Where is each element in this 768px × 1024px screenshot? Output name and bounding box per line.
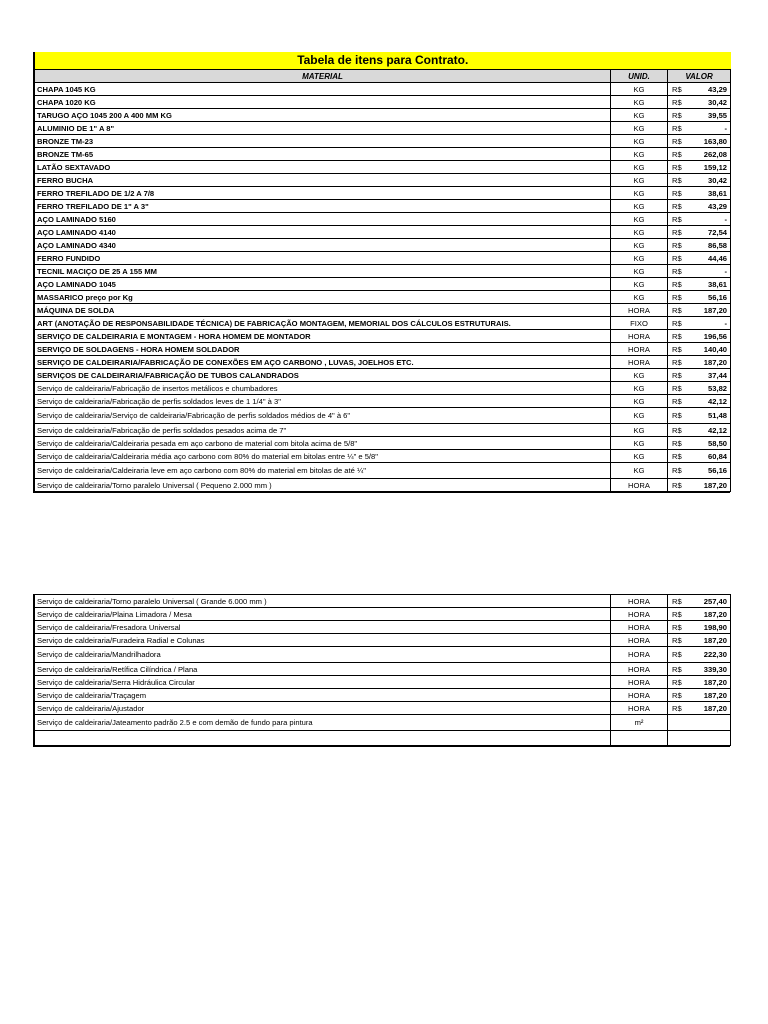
- currency-cell: R$: [668, 252, 686, 265]
- material-cell: Serviço de caldeiraria/Torno paralelo Universal ( Grande 6.000 mm ): [35, 595, 611, 608]
- currency-cell: R$: [668, 479, 686, 492]
- unit-cell: HORA: [611, 621, 668, 634]
- currency-cell: R$: [668, 174, 686, 187]
- currency-cell: R$: [668, 356, 686, 369]
- value-cell: 339,30: [686, 663, 731, 676]
- value-cell: 42,12: [686, 424, 731, 437]
- table-row: [35, 424, 731, 437]
- table-row: [35, 437, 731, 450]
- currency-cell: [668, 715, 686, 731]
- value-cell: 187,20: [686, 356, 731, 369]
- value-cell: -: [686, 317, 731, 330]
- material-cell: Serviço de caldeiraria/Fabricação de insertos metálicos e chumbadores: [35, 382, 611, 395]
- value-cell: 56,16: [686, 463, 731, 479]
- material-cell: SERVIÇOS DE CALDEIRARIA/FABRICAÇÃO DE TUBOS CALANDRADOS: [35, 369, 611, 382]
- value-cell: 30,42: [686, 174, 731, 187]
- unit-cell: KG: [611, 83, 668, 96]
- unit-cell: KG: [611, 213, 668, 226]
- currency-cell: R$: [668, 647, 686, 663]
- table-row: [35, 174, 731, 187]
- table-row: [35, 689, 731, 702]
- table-row: [35, 291, 731, 304]
- table-row: [35, 148, 731, 161]
- table-row: [35, 676, 731, 689]
- value-cell: 262,08: [686, 148, 731, 161]
- table-row: [35, 187, 731, 200]
- value-cell: 72,54: [686, 226, 731, 239]
- value-cell: 187,20: [686, 304, 731, 317]
- table-row: [35, 213, 731, 226]
- currency-cell: R$: [668, 450, 686, 463]
- header-value: VALOR: [668, 70, 731, 83]
- currency-cell: R$: [668, 369, 686, 382]
- unit-cell: KG: [611, 408, 668, 424]
- table-row: [35, 252, 731, 265]
- currency-cell: R$: [668, 595, 686, 608]
- currency-cell: R$: [668, 702, 686, 715]
- value-cell: -: [686, 122, 731, 135]
- material-cell: Serviço de caldeiraria/Jateamento padrão 2.5 e com demão de fundo para pintura: [35, 715, 611, 731]
- value-cell: 43,29: [686, 200, 731, 213]
- currency-cell: R$: [668, 317, 686, 330]
- material-cell: CHAPA 1045 KG: [35, 83, 611, 96]
- unit-cell: HORA: [611, 676, 668, 689]
- table-row: [35, 135, 731, 148]
- currency-cell: R$: [668, 148, 686, 161]
- currency-cell: R$: [668, 663, 686, 676]
- currency-cell: R$: [668, 83, 686, 96]
- value-cell: 187,20: [686, 634, 731, 647]
- value-cell: 187,20: [686, 479, 731, 492]
- unit-cell: KG: [611, 395, 668, 408]
- unit-cell: FIXO: [611, 317, 668, 330]
- table-row: [35, 702, 731, 715]
- material-cell: TARUGO AÇO 1045 200 A 400 MM KG: [35, 109, 611, 122]
- value-cell: 159,12: [686, 161, 731, 174]
- header-unit: UNID.: [611, 70, 668, 83]
- value-cell: 187,20: [686, 676, 731, 689]
- material-cell: Serviço de caldeiraria/Caldeiraria pesada em aço carbono de material com bitola acima de 5/8": [35, 437, 611, 450]
- table-row: [35, 595, 731, 608]
- unit-cell: m²: [611, 715, 668, 731]
- currency-cell: R$: [668, 634, 686, 647]
- currency-cell: R$: [668, 408, 686, 424]
- material-cell: SERVIÇO DE CALDEIRARIA E MONTAGEM - HORA HOMEM DE MONTADOR: [35, 330, 611, 343]
- table-row: [35, 479, 731, 492]
- currency-cell: R$: [668, 135, 686, 148]
- value-cell: 43,29: [686, 83, 731, 96]
- material-cell: BRONZE TM-23: [35, 135, 611, 148]
- material-cell: AÇO LAMINADO 4140: [35, 226, 611, 239]
- header-material: MATERIAL: [35, 70, 611, 83]
- table-row: [35, 608, 731, 621]
- table-row: [35, 450, 731, 463]
- empty-cell: [668, 731, 686, 746]
- unit-cell: KG: [611, 463, 668, 479]
- unit-cell: KG: [611, 109, 668, 122]
- material-cell: Serviço de caldeiraria/Retífica Cilíndrica / Plana: [35, 663, 611, 676]
- currency-cell: R$: [668, 278, 686, 291]
- unit-cell: KG: [611, 252, 668, 265]
- currency-cell: R$: [668, 226, 686, 239]
- table-row: [35, 83, 731, 96]
- table-row: [35, 382, 731, 395]
- material-cell: MÁQUINA DE SOLDA: [35, 304, 611, 317]
- currency-cell: R$: [668, 109, 686, 122]
- material-cell: Serviço de caldeiraria/Serviço de caldeiraria/Fabricação de perfis soldados médios de 4" à 6": [35, 408, 611, 424]
- material-cell: BRONZE TM-65: [35, 148, 611, 161]
- items-table-continued: [34, 594, 731, 746]
- currency-cell: R$: [668, 122, 686, 135]
- material-cell: Serviço de caldeiraria/Plaina Limadora / Mesa: [35, 608, 611, 621]
- material-cell: CHAPA 1020 KG: [35, 96, 611, 109]
- unit-cell: HORA: [611, 304, 668, 317]
- table-row: [35, 395, 731, 408]
- material-cell: Serviço de caldeiraria/Furadeira Radial e Colunas: [35, 634, 611, 647]
- unit-cell: HORA: [611, 479, 668, 492]
- table-row: [35, 278, 731, 291]
- table-row: [35, 200, 731, 213]
- currency-cell: R$: [668, 239, 686, 252]
- currency-cell: R$: [668, 395, 686, 408]
- table-row: [35, 96, 731, 109]
- table-row: [35, 663, 731, 676]
- unit-cell: HORA: [611, 634, 668, 647]
- value-cell: 38,61: [686, 278, 731, 291]
- table-row: [35, 621, 731, 634]
- material-cell: ALUMINIO DE 1" A 8": [35, 122, 611, 135]
- unit-cell: HORA: [611, 702, 668, 715]
- table-row: [35, 463, 731, 479]
- currency-cell: R$: [668, 424, 686, 437]
- value-cell: 58,50: [686, 437, 731, 450]
- material-cell: Serviço de caldeiraria/Torno paralelo Universal ( Pequeno 2.000 mm ): [35, 479, 611, 492]
- empty-row: [35, 731, 731, 746]
- material-cell: FERRO TREFILADO DE 1" A 3": [35, 200, 611, 213]
- unit-cell: KG: [611, 265, 668, 278]
- table-row: [35, 226, 731, 239]
- value-cell: 198,90: [686, 621, 731, 634]
- material-cell: MASSARICO preço por Kg: [35, 291, 611, 304]
- table-row: [35, 343, 731, 356]
- contract-items-table-top: [33, 52, 730, 493]
- unit-cell: HORA: [611, 356, 668, 369]
- table-row: [35, 356, 731, 369]
- material-cell: Serviço de caldeiraria/Mandrilhadora: [35, 647, 611, 663]
- table-row: [35, 715, 731, 731]
- material-cell: Serviço de caldeiraria/Traçagem: [35, 689, 611, 702]
- material-cell: Serviço de caldeiraria/Caldeiraria leve em aço carbono com 80% do material em bitolas de até ¼": [35, 463, 611, 479]
- value-cell: 196,56: [686, 330, 731, 343]
- unit-cell: KG: [611, 122, 668, 135]
- material-cell: TECNIL MACIÇO DE 25 A 155 MM: [35, 265, 611, 278]
- currency-cell: R$: [668, 689, 686, 702]
- currency-cell: R$: [668, 187, 686, 200]
- value-cell: 42,12: [686, 395, 731, 408]
- unit-cell: KG: [611, 187, 668, 200]
- unit-cell: KG: [611, 382, 668, 395]
- unit-cell: HORA: [611, 663, 668, 676]
- items-table-body: [35, 83, 731, 492]
- contract-items-table-bottom: [33, 594, 730, 747]
- empty-cell: [611, 731, 668, 746]
- value-cell: 187,20: [686, 689, 731, 702]
- items-table-continued-body: [35, 595, 731, 746]
- currency-cell: R$: [668, 291, 686, 304]
- value-cell: 53,82: [686, 382, 731, 395]
- material-cell: FERRO BUCHA: [35, 174, 611, 187]
- material-cell: SERVIÇO DE SOLDAGENS - HORA HOMEM SOLDADOR: [35, 343, 611, 356]
- value-cell: 38,61: [686, 187, 731, 200]
- unit-cell: KG: [611, 200, 668, 213]
- empty-cell: [35, 731, 611, 746]
- table-row: [35, 239, 731, 252]
- material-cell: Serviço de caldeiraria/Serra Hidráulica Circular: [35, 676, 611, 689]
- unit-cell: HORA: [611, 689, 668, 702]
- material-cell: Serviço de caldeiraria/Ajustador: [35, 702, 611, 715]
- material-cell: LATÃO SEXTAVADO: [35, 161, 611, 174]
- unit-cell: KG: [611, 278, 668, 291]
- currency-cell: R$: [668, 676, 686, 689]
- table-title: Tabela de itens para Contrato.: [35, 52, 731, 70]
- currency-cell: R$: [668, 343, 686, 356]
- material-cell: Serviço de caldeiraria/Fabricação de perfis soldados pesados acima de 7": [35, 424, 611, 437]
- currency-cell: R$: [668, 621, 686, 634]
- material-cell: FERRO TREFILADO DE 1/2 A 7/8: [35, 187, 611, 200]
- material-cell: SERVIÇO DE CALDEIRARIA/FABRICAÇÃO DE CONEXÕES EM AÇO CARBONO , LUVAS, JOELHOS ETC.: [35, 356, 611, 369]
- unit-cell: KG: [611, 437, 668, 450]
- value-cell: -: [686, 213, 731, 226]
- value-cell: -: [686, 265, 731, 278]
- unit-cell: KG: [611, 161, 668, 174]
- value-cell: 86,58: [686, 239, 731, 252]
- empty-cell: [686, 731, 731, 746]
- table-row: [35, 408, 731, 424]
- currency-cell: R$: [668, 437, 686, 450]
- currency-cell: R$: [668, 463, 686, 479]
- unit-cell: KG: [611, 424, 668, 437]
- material-cell: ART (ANOTAÇÃO DE RESPONSABILIDADE TÉCNICA) DE FABRICAÇÃO MONTAGEM, MEMORIAL DOS CÁLCULOS ESTRUTURAIS.: [35, 317, 611, 330]
- unit-cell: HORA: [611, 330, 668, 343]
- value-cell: 56,16: [686, 291, 731, 304]
- material-cell: Serviço de caldeiraria/Caldeiraria média aço carbono com 80% do material em bitolas entre ¼" e 5/8": [35, 450, 611, 463]
- table-row: [35, 647, 731, 663]
- currency-cell: R$: [668, 330, 686, 343]
- unit-cell: HORA: [611, 343, 668, 356]
- table-row: [35, 634, 731, 647]
- value-cell: 37,44: [686, 369, 731, 382]
- unit-cell: KG: [611, 369, 668, 382]
- value-cell: 163,80: [686, 135, 731, 148]
- value-cell: 140,40: [686, 343, 731, 356]
- material-cell: AÇO LAMINADO 4340: [35, 239, 611, 252]
- table-row: [35, 369, 731, 382]
- table-row: [35, 330, 731, 343]
- material-cell: AÇO LAMINADO 5160: [35, 213, 611, 226]
- value-cell: 39,55: [686, 109, 731, 122]
- value-cell: 187,20: [686, 608, 731, 621]
- table-row: [35, 109, 731, 122]
- unit-cell: KG: [611, 96, 668, 109]
- value-cell: 257,40: [686, 595, 731, 608]
- unit-cell: HORA: [611, 647, 668, 663]
- value-cell: 222,30: [686, 647, 731, 663]
- unit-cell: HORA: [611, 595, 668, 608]
- items-table: [34, 52, 731, 492]
- currency-cell: R$: [668, 96, 686, 109]
- currency-cell: R$: [668, 382, 686, 395]
- material-cell: Serviço de caldeiraria/Fresadora Universal: [35, 621, 611, 634]
- value-cell: 187,20: [686, 702, 731, 715]
- currency-cell: R$: [668, 200, 686, 213]
- unit-cell: HORA: [611, 608, 668, 621]
- currency-cell: R$: [668, 265, 686, 278]
- table-row: [35, 161, 731, 174]
- unit-cell: KG: [611, 239, 668, 252]
- material-cell: FERRO FUNDIDO: [35, 252, 611, 265]
- currency-cell: R$: [668, 161, 686, 174]
- table-row: [35, 122, 731, 135]
- value-cell: 51,48: [686, 408, 731, 424]
- unit-cell: KG: [611, 135, 668, 148]
- value-cell: [686, 715, 731, 731]
- table-row: [35, 304, 731, 317]
- unit-cell: KG: [611, 291, 668, 304]
- currency-cell: R$: [668, 608, 686, 621]
- currency-cell: R$: [668, 304, 686, 317]
- material-cell: AÇO LAMINADO 1045: [35, 278, 611, 291]
- material-cell: Serviço de caldeiraria/Fabricação de perfis soldados leves de 1 1/4" à 3": [35, 395, 611, 408]
- value-cell: 30,42: [686, 96, 731, 109]
- unit-cell: KG: [611, 226, 668, 239]
- unit-cell: KG: [611, 148, 668, 161]
- currency-cell: R$: [668, 213, 686, 226]
- value-cell: 44,46: [686, 252, 731, 265]
- unit-cell: KG: [611, 174, 668, 187]
- value-cell: 60,84: [686, 450, 731, 463]
- unit-cell: KG: [611, 450, 668, 463]
- table-row: [35, 317, 731, 330]
- table-row: [35, 265, 731, 278]
